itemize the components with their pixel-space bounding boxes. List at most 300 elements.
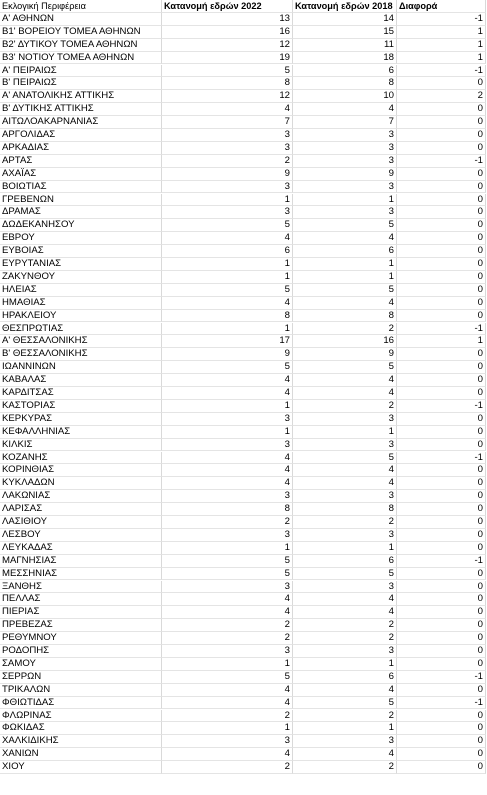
cell-region[interactable]: Α' ΠΕΙΡΑΙΩΣ xyxy=(0,65,162,78)
cell-seats-2018[interactable]: 3 xyxy=(293,581,397,594)
cell-seats-2022[interactable]: 4 xyxy=(162,593,293,606)
cell-difference[interactable]: 0 xyxy=(397,568,486,581)
cell-seats-2022[interactable]: 2 xyxy=(162,619,293,632)
cell-seats-2022[interactable]: 4 xyxy=(162,464,293,477)
cell-difference[interactable]: 0 xyxy=(397,374,486,387)
cell-region[interactable]: Β' ΔΥΤΙΚΗΣ ΑΤΤΙΚΗΣ xyxy=(0,103,162,116)
cell-region[interactable]: ΠΕΛΛΑΣ xyxy=(0,593,162,606)
table-row xyxy=(0,606,486,619)
cell-seats-2022[interactable]: 3 xyxy=(162,490,293,503)
cell-seats-2018[interactable]: 6 xyxy=(293,245,397,258)
cell-region[interactable]: ΔΡΑΜΑΣ xyxy=(0,206,162,219)
cell-region[interactable]: ΛΑΡΙΣΑΣ xyxy=(0,503,162,516)
table-row xyxy=(0,632,486,645)
cell-seats-2018[interactable]: 4 xyxy=(293,387,397,400)
cell-seats-2018[interactable]: 2 xyxy=(293,619,397,632)
table-row xyxy=(0,90,486,103)
cell-region[interactable]: Β' ΠΕΙΡΑΙΩΣ xyxy=(0,77,162,90)
cell-seats-2022[interactable]: 5 xyxy=(162,361,293,374)
cell-region[interactable]: ΑΙΤΩΛΟΑΚΑΡΝΑΝΙΑΣ xyxy=(0,116,162,129)
cell-region[interactable]: ΓΡΕΒΕΝΩΝ xyxy=(0,194,162,207)
cell-seats-2018[interactable]: 4 xyxy=(293,103,397,116)
cell-seats-2022[interactable]: 4 xyxy=(162,748,293,761)
cell-seats-2022[interactable]: 4 xyxy=(162,452,293,465)
cell-seats-2018[interactable]: 6 xyxy=(293,65,397,78)
cell-seats-2018[interactable]: 8 xyxy=(293,310,397,323)
cell-seats-2018[interactable]: 2 xyxy=(293,400,397,413)
cell-region[interactable]: Β3' ΝΟΤΙΟΥ ΤΟΜΕΑ ΑΘΗΝΩΝ xyxy=(0,52,162,65)
table-row xyxy=(0,374,486,387)
table-row xyxy=(0,65,486,78)
cell-seats-2018[interactable]: 4 xyxy=(293,684,397,697)
cell-seats-2018[interactable]: 5 xyxy=(293,568,397,581)
cell-seats-2022[interactable]: 1 xyxy=(162,722,293,735)
cell-difference[interactable]: 0 xyxy=(397,361,486,374)
table-row xyxy=(0,426,486,439)
cell-difference[interactable]: 0 xyxy=(397,490,486,503)
cell-seats-2022[interactable]: 1 xyxy=(162,258,293,271)
cell-seats-2018[interactable]: 14 xyxy=(293,13,397,26)
cell-region[interactable]: ΛΑΣΙΘΙΟΥ xyxy=(0,516,162,529)
cell-seats-2022[interactable]: 3 xyxy=(162,645,293,658)
table-row xyxy=(0,735,486,748)
table-row xyxy=(0,658,486,671)
table-row xyxy=(0,439,486,452)
cell-region[interactable]: Α' ΑΘΗΝΩΝ xyxy=(0,13,162,26)
cell-seats-2018[interactable]: 4 xyxy=(293,593,397,606)
cell-region[interactable]: ΛΑΚΩΝΙΑΣ xyxy=(0,490,162,503)
cell-seats-2018[interactable]: 1 xyxy=(293,426,397,439)
cell-seats-2018[interactable]: 3 xyxy=(293,155,397,168)
cell-seats-2022[interactable]: 17 xyxy=(162,335,293,348)
cell-difference[interactable]: 0 xyxy=(397,439,486,452)
cell-seats-2022[interactable]: 4 xyxy=(162,374,293,387)
table-row xyxy=(0,464,486,477)
cell-seats-2022[interactable]: 9 xyxy=(162,348,293,361)
cell-difference[interactable]: 0 xyxy=(397,116,486,129)
cell-difference[interactable]: -1 xyxy=(397,400,486,413)
cell-seats-2022[interactable]: 4 xyxy=(162,297,293,310)
cell-difference[interactable]: 0 xyxy=(397,181,486,194)
cell-seats-2022[interactable]: 3 xyxy=(162,735,293,748)
cell-difference[interactable]: -1 xyxy=(397,697,486,710)
cell-difference[interactable]: 0 xyxy=(397,542,486,555)
cell-seats-2022[interactable]: 3 xyxy=(162,413,293,426)
cell-region[interactable]: ΚΑΡΔΙΤΣΑΣ xyxy=(0,387,162,400)
cell-seats-2022[interactable]: 2 xyxy=(162,632,293,645)
cell-seats-2022[interactable]: 8 xyxy=(162,310,293,323)
cell-seats-2018[interactable]: 2 xyxy=(293,632,397,645)
table-row xyxy=(0,297,486,310)
cell-seats-2018[interactable]: 2 xyxy=(293,710,397,723)
cell-region[interactable]: ΑΧΑΪΑΣ xyxy=(0,168,162,181)
cell-difference[interactable]: 0 xyxy=(397,735,486,748)
cell-difference[interactable]: 1 xyxy=(397,335,486,348)
cell-seats-2022[interactable]: 1 xyxy=(162,194,293,207)
cell-seats-2018[interactable]: 5 xyxy=(293,284,397,297)
cell-difference[interactable]: 0 xyxy=(397,245,486,258)
cell-seats-2022[interactable]: 5 xyxy=(162,555,293,568)
cell-seats-2022[interactable]: 5 xyxy=(162,568,293,581)
cell-seats-2018[interactable]: 5 xyxy=(293,697,397,710)
cell-seats-2018[interactable]: 3 xyxy=(293,439,397,452)
cell-difference[interactable]: 0 xyxy=(397,129,486,142)
cell-region[interactable]: Β1' ΒΟΡΕΙΟΥ ΤΟΜΕΑ ΑΘΗΝΩΝ xyxy=(0,26,162,39)
table-row xyxy=(0,206,486,219)
table-row xyxy=(0,258,486,271)
cell-region[interactable]: ΣΕΡΡΩΝ xyxy=(0,671,162,684)
cell-difference[interactable]: 0 xyxy=(397,529,486,542)
cell-seats-2022[interactable]: 3 xyxy=(162,142,293,155)
cell-region[interactable]: ΞΑΝΘΗΣ xyxy=(0,581,162,594)
cell-difference[interactable]: 0 xyxy=(397,748,486,761)
table-row xyxy=(0,219,486,232)
table-row xyxy=(0,232,486,245)
cell-seats-2022[interactable]: 6 xyxy=(162,245,293,258)
cell-difference[interactable]: 0 xyxy=(397,606,486,619)
cell-seats-2022[interactable]: 1 xyxy=(162,400,293,413)
cell-region[interactable]: Α' ΘΕΣΣΑΛΟΝΙΚΗΣ xyxy=(0,335,162,348)
cell-difference[interactable]: -1 xyxy=(397,555,486,568)
cell-seats-2018[interactable]: 6 xyxy=(293,555,397,568)
cell-seats-2018[interactable]: 4 xyxy=(293,477,397,490)
table-row xyxy=(0,103,486,116)
cell-difference[interactable]: 0 xyxy=(397,722,486,735)
cell-seats-2022[interactable]: 4 xyxy=(162,684,293,697)
cell-seats-2018[interactable]: 2 xyxy=(293,323,397,336)
cell-seats-2022[interactable]: 4 xyxy=(162,697,293,710)
cell-difference[interactable]: -1 xyxy=(397,452,486,465)
cell-difference[interactable]: 1 xyxy=(397,39,486,52)
cell-difference[interactable]: 0 xyxy=(397,516,486,529)
header-row xyxy=(0,0,486,13)
cell-seats-2018[interactable]: 10 xyxy=(293,90,397,103)
table-row xyxy=(0,710,486,723)
cell-seats-2018[interactable]: 3 xyxy=(293,181,397,194)
cell-region[interactable]: ΣΑΜΟΥ xyxy=(0,658,162,671)
cell-seats-2022[interactable]: 13 xyxy=(162,13,293,26)
cell-region[interactable]: ΤΡΙΚΑΛΩΝ xyxy=(0,684,162,697)
table-row xyxy=(0,335,486,348)
cell-seats-2018[interactable]: 16 xyxy=(293,335,397,348)
cell-seats-2018[interactable]: 11 xyxy=(293,39,397,52)
cell-seats-2018[interactable]: 7 xyxy=(293,116,397,129)
table-row xyxy=(0,142,486,155)
table-row xyxy=(0,542,486,555)
cell-difference[interactable]: 0 xyxy=(397,658,486,671)
cell-region[interactable]: ΚΟΖΑΝΗΣ xyxy=(0,452,162,465)
table-row xyxy=(0,129,486,142)
table-row xyxy=(0,348,486,361)
cell-difference[interactable]: 0 xyxy=(397,219,486,232)
cell-region[interactable]: ΠΡΕΒΕΖΑΣ xyxy=(0,619,162,632)
cell-seats-2022[interactable]: 9 xyxy=(162,168,293,181)
cell-region[interactable]: ΕΥΡΥΤΑΝΙΑΣ xyxy=(0,258,162,271)
cell-difference[interactable]: 0 xyxy=(397,684,486,697)
cell-region[interactable]: ΕΒΡΟΥ xyxy=(0,232,162,245)
header-region[interactable]: Εκλογική Περιφέρεια xyxy=(0,0,162,13)
table-row xyxy=(0,168,486,181)
cell-region[interactable]: Β' ΘΕΣΣΑΛΟΝΙΚΗΣ xyxy=(0,348,162,361)
cell-seats-2018[interactable]: 4 xyxy=(293,297,397,310)
cell-seats-2018[interactable]: 5 xyxy=(293,361,397,374)
table-row xyxy=(0,581,486,594)
table-row xyxy=(0,529,486,542)
cell-seats-2022[interactable]: 1 xyxy=(162,658,293,671)
cell-region[interactable]: ΧΙΟΥ xyxy=(0,761,162,774)
table-row xyxy=(0,245,486,258)
cell-difference[interactable]: 0 xyxy=(397,619,486,632)
cell-region[interactable]: Α' ΑΝΑΤΟΛΙΚΗΣ ΑΤΤΙΚΗΣ xyxy=(0,90,162,103)
cell-difference[interactable]: 0 xyxy=(397,142,486,155)
cell-seats-2018[interactable]: 3 xyxy=(293,490,397,503)
cell-seats-2018[interactable]: 9 xyxy=(293,168,397,181)
cell-seats-2018[interactable]: 4 xyxy=(293,374,397,387)
cell-seats-2018[interactable]: 5 xyxy=(293,219,397,232)
cell-seats-2018[interactable]: 1 xyxy=(293,258,397,271)
table-row xyxy=(0,13,486,26)
cell-difference[interactable]: 0 xyxy=(397,477,486,490)
cell-seats-2022[interactable]: 4 xyxy=(162,103,293,116)
table-row xyxy=(0,39,486,52)
cell-seats-2022[interactable]: 12 xyxy=(162,39,293,52)
cell-seats-2018[interactable]: 1 xyxy=(293,542,397,555)
cell-seats-2022[interactable]: 2 xyxy=(162,710,293,723)
cell-seats-2022[interactable]: 1 xyxy=(162,323,293,336)
table-row xyxy=(0,568,486,581)
cell-region[interactable]: ΙΩΑΝΝΙΝΩΝ xyxy=(0,361,162,374)
cell-region[interactable]: ΦΩΚΙΔΑΣ xyxy=(0,722,162,735)
cell-difference[interactable]: 0 xyxy=(397,284,486,297)
cell-difference[interactable]: 0 xyxy=(397,710,486,723)
cell-seats-2022[interactable]: 1 xyxy=(162,426,293,439)
table-row xyxy=(0,26,486,39)
cell-region[interactable]: ΒΟΙΩΤΙΑΣ xyxy=(0,181,162,194)
cell-difference[interactable]: 0 xyxy=(397,503,486,516)
cell-difference[interactable]: 0 xyxy=(397,258,486,271)
table-row xyxy=(0,181,486,194)
cell-seats-2018[interactable]: 3 xyxy=(293,129,397,142)
cell-difference[interactable]: 2 xyxy=(397,90,486,103)
cell-seats-2022[interactable]: 5 xyxy=(162,219,293,232)
cell-seats-2018[interactable]: 15 xyxy=(293,26,397,39)
cell-seats-2022[interactable]: 1 xyxy=(162,542,293,555)
cell-difference[interactable]: -1 xyxy=(397,671,486,684)
cell-seats-2018[interactable]: 3 xyxy=(293,413,397,426)
cell-seats-2018[interactable]: 1 xyxy=(293,271,397,284)
cell-difference[interactable]: 1 xyxy=(397,26,486,39)
table-row xyxy=(0,722,486,735)
cell-difference[interactable]: 0 xyxy=(397,645,486,658)
cell-difference[interactable]: 0 xyxy=(397,413,486,426)
cell-difference[interactable]: -1 xyxy=(397,155,486,168)
table-row xyxy=(0,116,486,129)
header-seats-2022[interactable]: Κατανομή εδρών 2022 xyxy=(162,0,293,13)
cell-difference[interactable]: 0 xyxy=(397,168,486,181)
cell-region[interactable]: ΚΑΣΤΟΡΙΑΣ xyxy=(0,400,162,413)
table-row xyxy=(0,593,486,606)
cell-region[interactable]: ΠΙΕΡΙΑΣ xyxy=(0,606,162,619)
cell-seats-2022[interactable]: 8 xyxy=(162,503,293,516)
table-row xyxy=(0,671,486,684)
cell-seats-2022[interactable]: 4 xyxy=(162,606,293,619)
cell-difference[interactable]: 1 xyxy=(397,52,486,65)
table-row xyxy=(0,194,486,207)
table-row xyxy=(0,490,486,503)
table-row xyxy=(0,361,486,374)
cell-region[interactable]: ΜΕΣΣΗΝΙΑΣ xyxy=(0,568,162,581)
cell-seats-2018[interactable]: 1 xyxy=(293,194,397,207)
cell-seats-2022[interactable]: 4 xyxy=(162,477,293,490)
cell-seats-2022[interactable]: 3 xyxy=(162,129,293,142)
table-row xyxy=(0,52,486,65)
cell-region[interactable]: ΔΩΔΕΚΑΝΗΣΟΥ xyxy=(0,219,162,232)
cell-seats-2022[interactable]: 2 xyxy=(162,155,293,168)
cell-seats-2018[interactable]: 2 xyxy=(293,761,397,774)
table-row xyxy=(0,271,486,284)
cell-seats-2018[interactable]: 5 xyxy=(293,452,397,465)
cell-region[interactable]: ΗΜΑΘΙΑΣ xyxy=(0,297,162,310)
cell-difference[interactable]: 0 xyxy=(397,206,486,219)
table-row xyxy=(0,619,486,632)
cell-region[interactable]: ΕΥΒΟΙΑΣ xyxy=(0,245,162,258)
cell-region[interactable]: ΛΕΣΒΟΥ xyxy=(0,529,162,542)
cell-difference[interactable]: 0 xyxy=(397,194,486,207)
cell-region[interactable]: ΚΙΛΚΙΣ xyxy=(0,439,162,452)
cell-region[interactable]: ΦΛΩΡΙΝΑΣ xyxy=(0,710,162,723)
cell-seats-2022[interactable]: 3 xyxy=(162,181,293,194)
cell-seats-2018[interactable]: 1 xyxy=(293,658,397,671)
cell-seats-2018[interactable]: 3 xyxy=(293,645,397,658)
cell-seats-2018[interactable]: 8 xyxy=(293,503,397,516)
cell-region[interactable]: ΚΕΦΑΛΛΗΝΙΑΣ xyxy=(0,426,162,439)
cell-difference[interactable]: 0 xyxy=(397,581,486,594)
cell-seats-2018[interactable]: 4 xyxy=(293,464,397,477)
cell-difference[interactable]: -1 xyxy=(397,13,486,26)
table-row xyxy=(0,761,486,774)
cell-seats-2018[interactable]: 6 xyxy=(293,671,397,684)
table-row xyxy=(0,645,486,658)
cell-region[interactable]: Β2' ΔΥΤΙΚΟΥ ΤΟΜΕΑ ΑΘΗΝΩΝ xyxy=(0,39,162,52)
cell-seats-2018[interactable]: 3 xyxy=(293,206,397,219)
cell-seats-2018[interactable]: 8 xyxy=(293,77,397,90)
table-row xyxy=(0,413,486,426)
cell-seats-2022[interactable]: 4 xyxy=(162,387,293,400)
table-row xyxy=(0,77,486,90)
cell-seats-2018[interactable]: 3 xyxy=(293,142,397,155)
cell-seats-2022[interactable]: 2 xyxy=(162,761,293,774)
header-seats-2018[interactable]: Κατανομή εδρών 2018 xyxy=(293,0,397,13)
table-row xyxy=(0,284,486,297)
cell-difference[interactable]: 0 xyxy=(397,77,486,90)
cell-region[interactable]: ΘΕΣΠΡΩΤΙΑΣ xyxy=(0,323,162,336)
cell-difference[interactable]: 0 xyxy=(397,271,486,284)
cell-seats-2022[interactable]: 4 xyxy=(162,232,293,245)
cell-region[interactable]: ΑΡΓΟΛΙΔΑΣ xyxy=(0,129,162,142)
cell-seats-2022[interactable]: 3 xyxy=(162,529,293,542)
cell-seats-2022[interactable]: 7 xyxy=(162,116,293,129)
table-row xyxy=(0,477,486,490)
table-row xyxy=(0,555,486,568)
cell-seats-2022[interactable]: 5 xyxy=(162,671,293,684)
cell-seats-2022[interactable]: 5 xyxy=(162,284,293,297)
cell-seats-2018[interactable]: 4 xyxy=(293,748,397,761)
cell-seats-2018[interactable]: 4 xyxy=(293,606,397,619)
cell-seats-2018[interactable]: 18 xyxy=(293,52,397,65)
cell-difference[interactable]: 0 xyxy=(397,632,486,645)
cell-difference[interactable]: -1 xyxy=(397,323,486,336)
table-row xyxy=(0,503,486,516)
cell-region[interactable]: ΑΡΤΑΣ xyxy=(0,155,162,168)
cell-seats-2018[interactable]: 3 xyxy=(293,529,397,542)
cell-difference[interactable]: -1 xyxy=(397,65,486,78)
cell-region[interactable]: ΚΑΒΑΛΑΣ xyxy=(0,374,162,387)
cell-difference[interactable]: 0 xyxy=(397,387,486,400)
cell-region[interactable]: ΖΑΚΥΝΘΟΥ xyxy=(0,271,162,284)
cell-difference[interactable]: 0 xyxy=(397,310,486,323)
cell-difference[interactable]: 0 xyxy=(397,297,486,310)
cell-region[interactable]: ΧΑΛΚΙΔΙΚΗΣ xyxy=(0,735,162,748)
cell-seats-2022[interactable]: 8 xyxy=(162,77,293,90)
table-row xyxy=(0,697,486,710)
header-difference[interactable]: Διαφορά xyxy=(397,0,486,13)
cell-region[interactable]: ΛΕΥΚΑΔΑΣ xyxy=(0,542,162,555)
cell-seats-2022[interactable]: 12 xyxy=(162,90,293,103)
cell-seats-2022[interactable]: 19 xyxy=(162,52,293,65)
cell-seats-2022[interactable]: 3 xyxy=(162,581,293,594)
cell-difference[interactable]: 0 xyxy=(397,761,486,774)
table-row xyxy=(0,452,486,465)
cell-seats-2022[interactable]: 3 xyxy=(162,439,293,452)
cell-seats-2018[interactable]: 4 xyxy=(293,232,397,245)
cell-seats-2022[interactable]: 3 xyxy=(162,206,293,219)
table-row xyxy=(0,387,486,400)
cell-difference[interactable]: 0 xyxy=(397,232,486,245)
cell-region[interactable]: ΜΑΓΝΗΣΙΑΣ xyxy=(0,555,162,568)
cell-seats-2018[interactable]: 2 xyxy=(293,516,397,529)
cell-region[interactable]: ΦΘΙΩΤΙΔΑΣ xyxy=(0,697,162,710)
table-row xyxy=(0,323,486,336)
cell-difference[interactable]: 0 xyxy=(397,426,486,439)
cell-region[interactable]: ΧΑΝΙΩΝ xyxy=(0,748,162,761)
cell-region[interactable]: ΚΕΡΚΥΡΑΣ xyxy=(0,413,162,426)
cell-region[interactable]: ΗΡΑΚΛΕΙΟΥ xyxy=(0,310,162,323)
cell-seats-2022[interactable]: 16 xyxy=(162,26,293,39)
cell-region[interactable]: ΗΛΕΙΑΣ xyxy=(0,284,162,297)
cell-difference[interactable]: 0 xyxy=(397,593,486,606)
cell-difference[interactable]: 0 xyxy=(397,348,486,361)
cell-seats-2018[interactable]: 3 xyxy=(293,735,397,748)
table-row xyxy=(0,516,486,529)
cell-difference[interactable]: 0 xyxy=(397,103,486,116)
cell-region[interactable]: ΡΕΘΥΜΝΟΥ xyxy=(0,632,162,645)
cell-difference[interactable]: 0 xyxy=(397,464,486,477)
table-row xyxy=(0,310,486,323)
cell-region[interactable]: ΚΟΡΙΝΘΙΑΣ xyxy=(0,464,162,477)
cell-seats-2022[interactable]: 5 xyxy=(162,65,293,78)
table-row xyxy=(0,400,486,413)
cell-seats-2022[interactable]: 2 xyxy=(162,516,293,529)
cell-region[interactable]: ΚΥΚΛΑΔΩΝ xyxy=(0,477,162,490)
table-row xyxy=(0,684,486,697)
cell-region[interactable]: ΡΟΔΟΠΗΣ xyxy=(0,645,162,658)
cell-seats-2022[interactable]: 1 xyxy=(162,271,293,284)
table-row xyxy=(0,155,486,168)
table-row xyxy=(0,748,486,761)
cell-region[interactable]: ΑΡΚΑΔΙΑΣ xyxy=(0,142,162,155)
cell-seats-2018[interactable]: 1 xyxy=(293,722,397,735)
cell-seats-2018[interactable]: 9 xyxy=(293,348,397,361)
